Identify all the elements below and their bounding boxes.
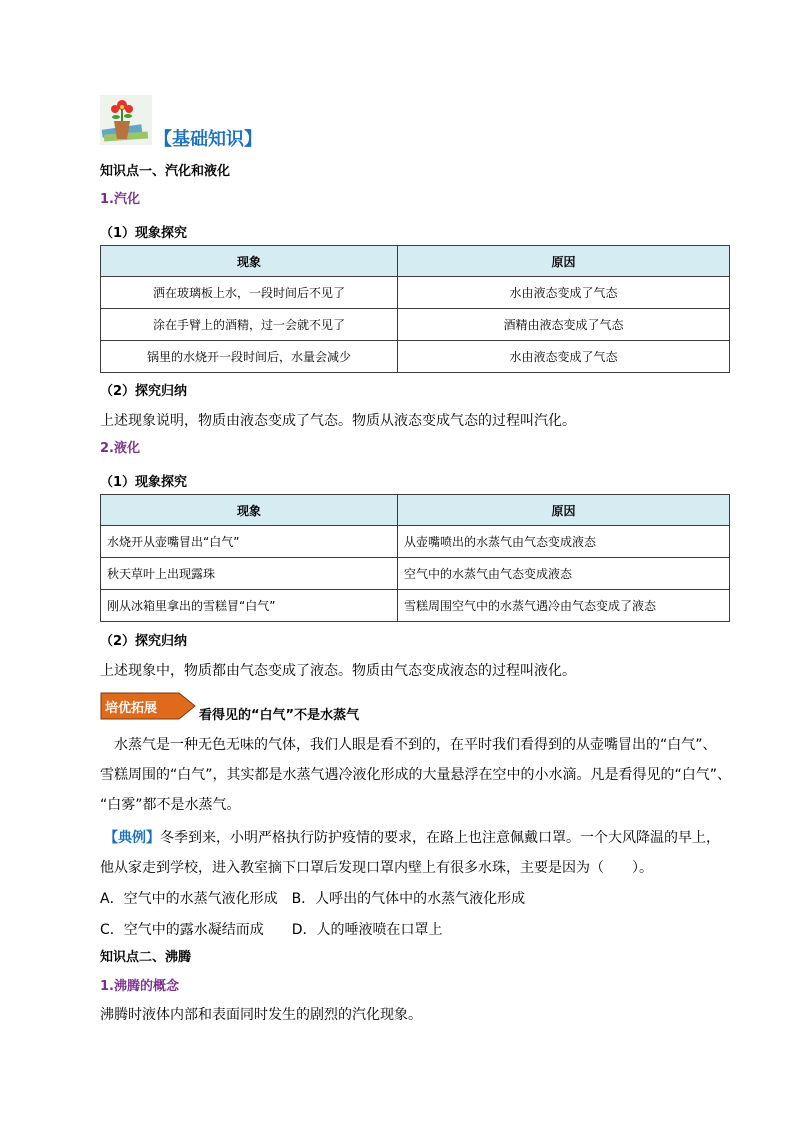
table-cell: 涂在手臂上的酒精，过一会就不见了: [101, 309, 398, 341]
table-header-row: [101, 246, 730, 277]
extension-badge: [99, 691, 197, 721]
example-line-2: 他从家走到学校，进入教室摘下口罩后发现口罩内壁上有很多水珠，主要是因为（ ）。: [100, 860, 653, 876]
example-tag: 【典例】: [104, 830, 160, 846]
table-cell: 空气中的水蒸气由气态变成液态: [398, 558, 730, 590]
extension-heading: 看得见的“白气”不是水蒸气: [199, 708, 360, 723]
vaporization-summary: 上述现象说明，物质由液态变成了气态。物质从液态变成气态的过程叫汽化。: [100, 413, 576, 429]
table-cell: 水由液态变成了气态: [398, 341, 730, 373]
table-row: [101, 526, 730, 558]
liquefaction-explore-label: （1）现象探究: [100, 475, 188, 490]
knowledge-point-2-title: 知识点二、沸腾: [100, 950, 192, 965]
table-cell: 洒在玻璃板上水，一段时间后不见了: [101, 277, 398, 309]
column-header-phenomenon: 现象: [101, 246, 398, 277]
extension-badge-label: 培优拓展: [105, 701, 158, 716]
table-row: [101, 558, 730, 590]
vaporization-summary-label: （2）探究归纳: [100, 384, 188, 399]
knowledge-point-1-title: 知识点一、汽化和液化: [100, 164, 231, 179]
options-row-2: C．空气中的露水凝结而成 D．人的唾液喷在口罩上: [100, 922, 443, 938]
extension-line-2: 雪糕周围的“白气”，其实都是水蒸气遇冷液化形成的大量悬浮在空中的小水滴。凡是看得见的“白气”、: [100, 767, 732, 783]
table-row: [101, 341, 730, 373]
vaporization-table: [100, 245, 730, 373]
table-row: [101, 309, 730, 341]
flower-pot-books-icon: [100, 95, 152, 145]
section-title: 【基础知识】: [154, 129, 262, 150]
table-row: [101, 590, 730, 622]
extension-line-3: “白雾”都不是水蒸气。: [100, 797, 241, 813]
column-header-reason: 原因: [398, 495, 730, 526]
liquefaction-title: 2.液化: [100, 441, 140, 456]
boiling-concept-text: 沸腾时液体内部和表面同时发生的剧烈的汽化现象。: [100, 1007, 422, 1023]
table-row: [101, 277, 730, 309]
table-cell: 水由液态变成了气态: [398, 277, 730, 309]
table-cell: 锅里的水烧开一段时间后，水量会减少: [101, 341, 398, 373]
table-cell: 刚从冰箱里拿出的雪糕冒“白气”: [101, 590, 398, 622]
example-text-1: 冬季到来，小明严格执行防护疫情的要求，在路上也注意佩戴口罩。一个大风降温的早上，: [160, 830, 720, 846]
table-cell: 从壶嘴喷出的水蒸气由气态变成液态: [398, 526, 730, 558]
table-cell: 酒精由液态变成了气态: [398, 309, 730, 341]
column-header-reason: 原因: [398, 246, 730, 277]
vaporization-title: 1.汽化: [100, 192, 140, 207]
liquefaction-summary: 上述现象中，物质都由气态变成了液态。物质由气态变成液态的过程叫液化。: [100, 663, 576, 679]
liquefaction-table: [100, 494, 730, 622]
table-cell: 水烧开从壶嘴冒出“白气”: [101, 526, 398, 558]
boiling-concept-title: 1.沸腾的概念: [100, 979, 179, 994]
table-cell: 雪糕周围空气中的水蒸气遇冷由气态变成了液态: [398, 590, 730, 622]
table-header-row: [101, 495, 730, 526]
liquefaction-summary-label: （2）探究归纳: [100, 634, 188, 649]
column-header-phenomenon: 现象: [101, 495, 398, 526]
table-cell: 秋天草叶上出现露珠: [101, 558, 398, 590]
example-line-1: [104, 823, 720, 853]
vaporization-explore-label: （1）现象探究: [100, 226, 188, 241]
extension-line-1: 水蒸气是一种无色无味的气体，我们人眼是看不到的，在平时我们看得到的从壶嘴冒出的“白气”、: [114, 737, 717, 753]
options-row-1: A．空气中的水蒸气液化形成 B．人呼出的气体中的水蒸气液化形成: [100, 891, 526, 907]
